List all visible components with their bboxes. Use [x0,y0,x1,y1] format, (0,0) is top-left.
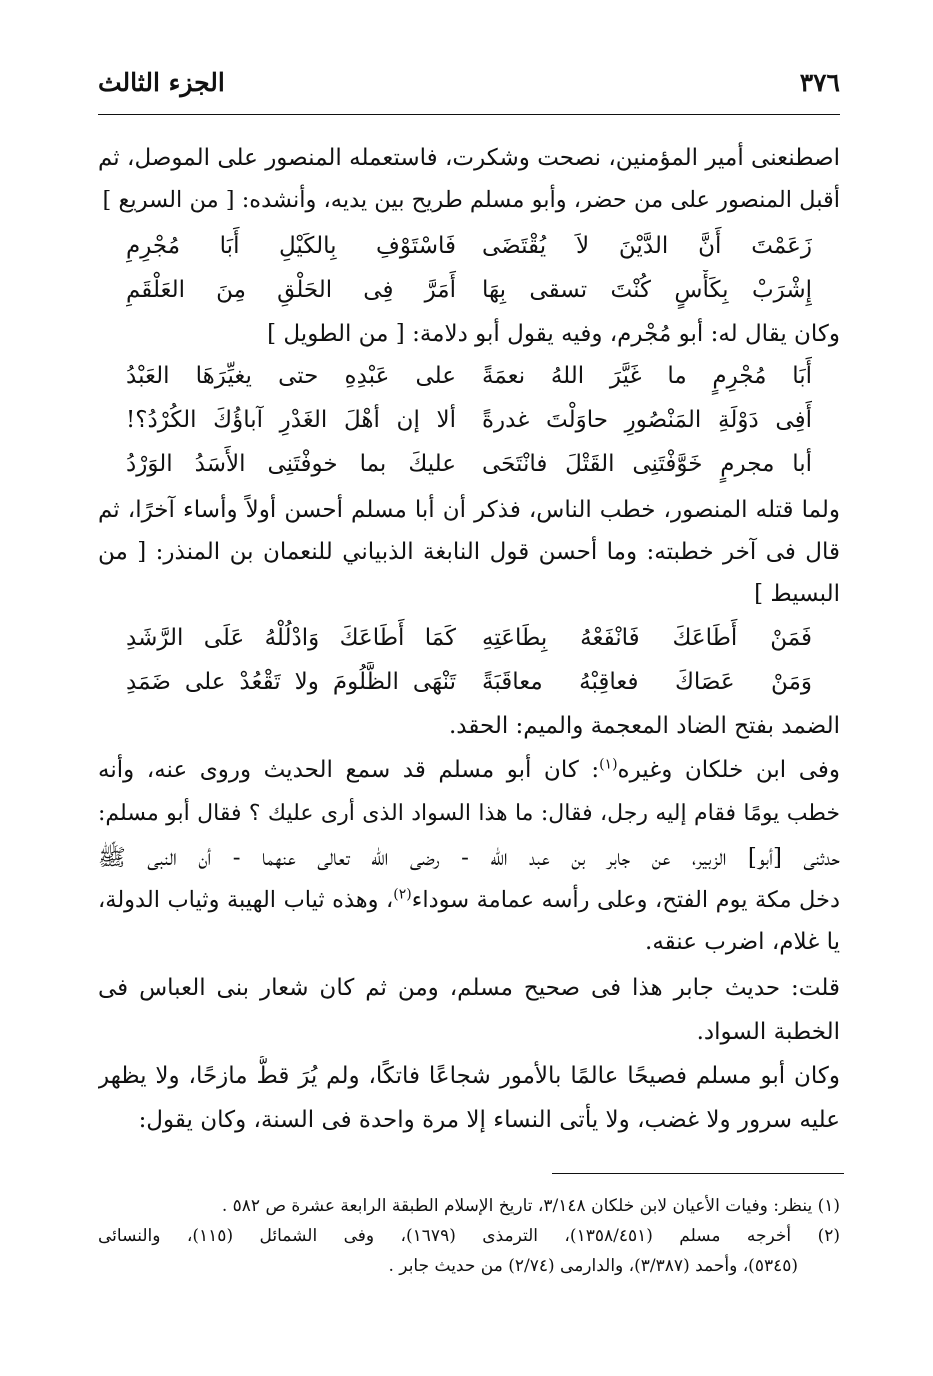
verse-line [126,662,812,704]
text-segment: ، وهذه ثياب الهيبة وثياب الدولة، [98,887,394,913]
verse-first-hemistich: أبا مجرمٍ خَوَّفْتَنِى القَتْلَ فانْتَحَى [482,451,812,477]
text-line: قلت: حديث جابر هذا فى صحيح مسلم، ومن ثم كان شعار بنى العباس فى [98,975,840,1001]
text-line: الخطبة السواد. [696,1019,840,1045]
verse-first-hemistich: وَمَنْ عَصَاكَ فعاقِبْهُ معاقَبَةً [482,669,812,695]
verse-first-hemistich: أَفِى دَوْلَةِ المَنْصُورِ حاوَلْتَ غدرةً [482,407,812,433]
text-line: حدثنى [أبو] الزبير، عن جابر بن عبد الله - رضى الله تعالى عنهما - أن النبى ﷺ [98,845,840,871]
text-line: ولما قتله المنصور، خطب الناس، فذكر أن أبا مسلم أحسن أولاً وأساء آخرًا، ثم [98,497,840,523]
verse-second-hemistich: على عَبْدِهِ حتى يغيِّرَهَا العَبْدُ [126,363,456,389]
verse-second-hemistich: ألا إن أهْلَ الغَدْرِ آباؤُكَ الكُرْدُ؟! [126,407,456,433]
text-line: قال فى آخر خطبته: وما أحسن قول النابغة الذبياني للنعمان بن المنذر: [ من [98,539,840,565]
verse-second-hemistich: تَنْهَى الظَّلُومَ ولا تَقْعُدْ على ضَمَدِ [126,669,456,695]
text-segment: وفى ابن خلكان وغيره [617,757,840,783]
text-segment: دخل مكة يوم الفتح، وعلى رأسه عمامة سوداء [411,887,840,913]
text-segment: : كان أبو مسلم قد سمع الحديث وروى عنه، وأنه [98,757,600,783]
text-line: البسيط ] [754,581,840,607]
verse-second-hemistich: كَمَا أَطَاعَكَ وَادْلُلْهُ عَلَى الرَّشَدِ [126,625,456,651]
text-line: وكان أبو مسلم فصيحًا عالمًا بالأمور شجاعًا فاتكًا، ولم يُرَ قطُّ مازحًا، ولا يظهر [98,1063,840,1089]
footnote-marker: (١) [599,756,618,773]
page-number: ٣٧٦ [799,67,840,97]
text-line: الضمد بفتح الضاد المعجمة والميم: الحقد. [448,713,840,739]
footnote-line: (٢) أخرجه مسلم (١٣٥٨/٤٥١)، الترمذى (١٦٧٩)، وفى الشمائل (١١٥)، والنسائى [98,1226,840,1246]
verse-first-hemistich: أَبَا مُجْرِمٍ ما غَيَّرَ اللهُ نعمَةً [482,363,812,389]
text-line [98,750,840,792]
text-line: وكان يقال له: أبو مُجْرم، وفيه يقول أبو دلامة: [ من الطويل ] [267,321,840,347]
header-rule [98,114,840,115]
text-line [98,880,840,922]
verse-first-hemistich: فَمَنْ أَطَاعَكَ فَانْفَعْهُ بِطَاعَتِهِ [482,625,812,651]
verse-line [126,444,812,486]
verse-line [126,270,812,312]
verse-second-hemistich: أَمَرَّ فِى الحَلْقِ مِنَ العَلْقَمِ [126,277,456,303]
verse-first-hemistich: زَعَمْتَ أَنَّ الدَّيْنَ لاَ يُقْتَضَى [482,233,812,259]
text-line: أقبل المنصور على من حضر، وأبو مسلم طريح بين يديه، وأنشده: [ من السريع ] [102,187,840,213]
text-line: اصطنعنى أمير المؤمنين، نصحت وشكرت، فاستعمله المنصور على الموصل، ثم [98,145,840,171]
footnote-line: (١) ينظر: وفيات الأعيان لابن خلكان ٣/١٤٨، تاريخ الإسلام الطبقة الرابعة عشرة ص ٥٨٢ . [221,1196,840,1216]
footnote-rule [552,1173,844,1174]
running-header [98,62,840,102]
verse-line [126,618,812,660]
text-line: يا غلام، اضرب عنقه. [645,929,840,955]
verse-first-hemistich: إِشْرَبْ بِكَأْسٍ كُنْتَ تسقى بِهَا [482,277,812,303]
verse-second-hemistich: عليكَ بما خوفْتَنِى الأَسَدُ الوَرْدُ [126,451,456,477]
verse-line [126,226,812,268]
footnote-line: (٥٣٤٥)، وأحمد (٣/٣٨٧)، والدارمى (٢/٧٤) من حديث جابر . [388,1256,798,1276]
text-line: خطب يومًا فقام إليه رجل، فقال: ما هذا السواد الذى أرى عليك ؟ فقال أبو مسلم: [98,801,840,826]
verse-line [126,356,812,398]
verse-second-hemistich: فَاسْتَوْفِ بِالكَيْلِ أَبَا مُجْرِمِ [126,233,456,259]
text-line: عليه سرور ولا غضب، ولا يأتى النساء إلا مرة واحدة فى السنة، وكان يقول: [138,1107,840,1133]
part-title: الجزء الثالث [98,67,225,97]
footnote-marker: (٢) [393,886,412,903]
verse-line [126,400,812,442]
